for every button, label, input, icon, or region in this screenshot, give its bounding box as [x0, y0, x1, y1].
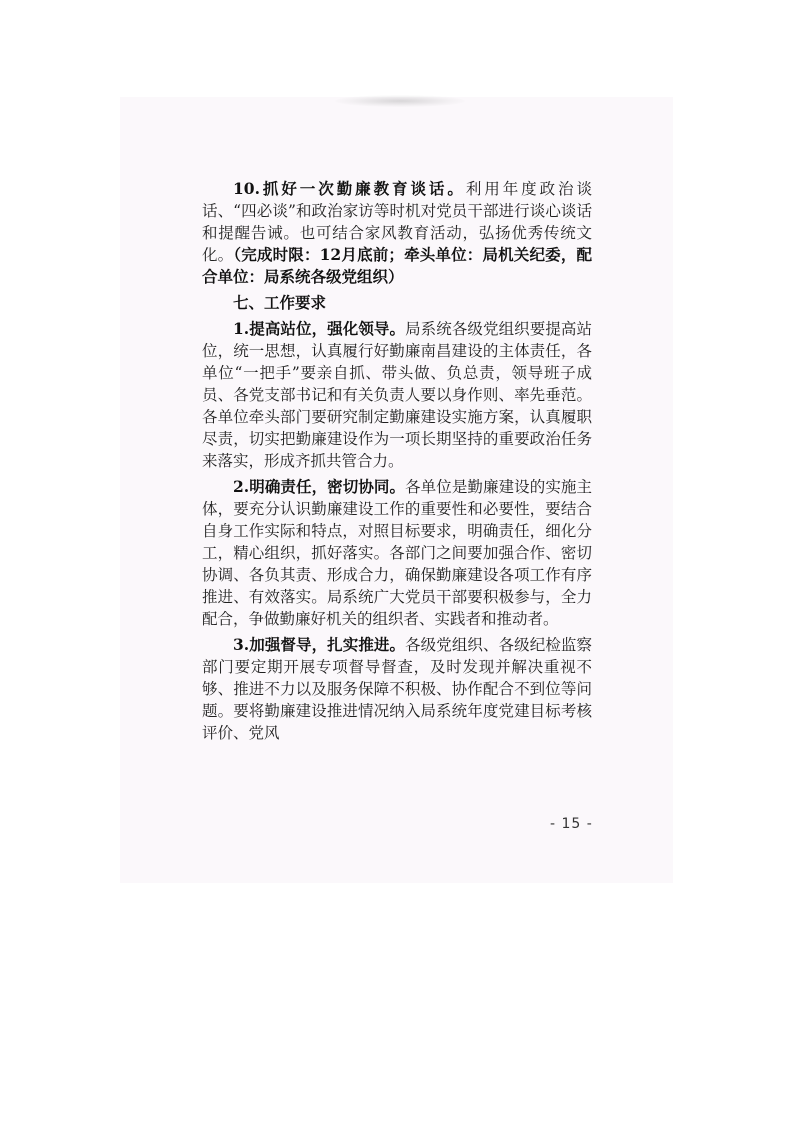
- requirement-3-body: 各级党组织、各级纪检监察部门要定期开展专项督导督查，及时发现并解决重视不够、推进不力以及服务保障不积极、协作配合不到位等问题。要将勤廉建设推进情况纳入局系统年度党建目标考核评价、党风: [202, 636, 592, 742]
- requirement-1-body: 局系统各级党组织要提高站位，统一思想，认真履行好勤廉南昌建设的主体责任，各单位“一把手”要亲自抓、带头做、负总责，领导班子成员、各党支部书记和有关负责人要以身作则、率先垂范。各单位牵头部门要研究制定勤廉建设实施方案，认真履职尽责，切实把勤廉建设作为一项长期坚持的重要政治任务来落实，形成齐抓共管合力。: [202, 320, 592, 470]
- paragraph-item-10: [202, 178, 592, 288]
- requirement-1-lead: 1.提高站位，强化领导。: [233, 319, 406, 338]
- requirement-3: [202, 634, 592, 744]
- requirement-2: [202, 476, 592, 630]
- item-10-lead: 10.抓好一次勤廉教育谈话。: [233, 179, 466, 198]
- requirement-2-body: 各单位是勤廉建设的实施主体，要充分认识勤廉建设工作的重要性和必要性，要结合自身工作实际和特点，对照目标要求，明确责任，细化分工，精心组织，抓好落实。各部门之间要加强合作、密切协调、各负其责、形成合力，确保勤廉建设各项工作有序推进、有效落实。局系统广大党员干部要积极参与，全力配合，争做勤廉好机关的组织者、实践者和推动者。: [202, 478, 592, 628]
- requirement-3-lead: 3.加强督导，扎实推进。: [233, 635, 406, 654]
- scan-smudge: [335, 95, 465, 107]
- page-number: - 15 -: [550, 816, 593, 832]
- requirement-2-lead: 2.明确责任，密切协同。: [233, 477, 406, 496]
- scanned-page: [120, 97, 673, 883]
- item-10-body: 利用年度政治谈话、“四必谈”和政治家访等时机对党员干部进行谈心谈话和提醒告诫。也可结合家风教育活动，弘扬优秀传统文化。: [202, 180, 592, 264]
- page-body: [202, 178, 592, 744]
- requirement-1: [202, 318, 592, 472]
- item-10-note: （完成时限：12月底前；牵头单位：局机关纪委，配合单位：局系统各级党组织）: [202, 245, 592, 286]
- section-heading: 七、工作要求: [233, 293, 327, 312]
